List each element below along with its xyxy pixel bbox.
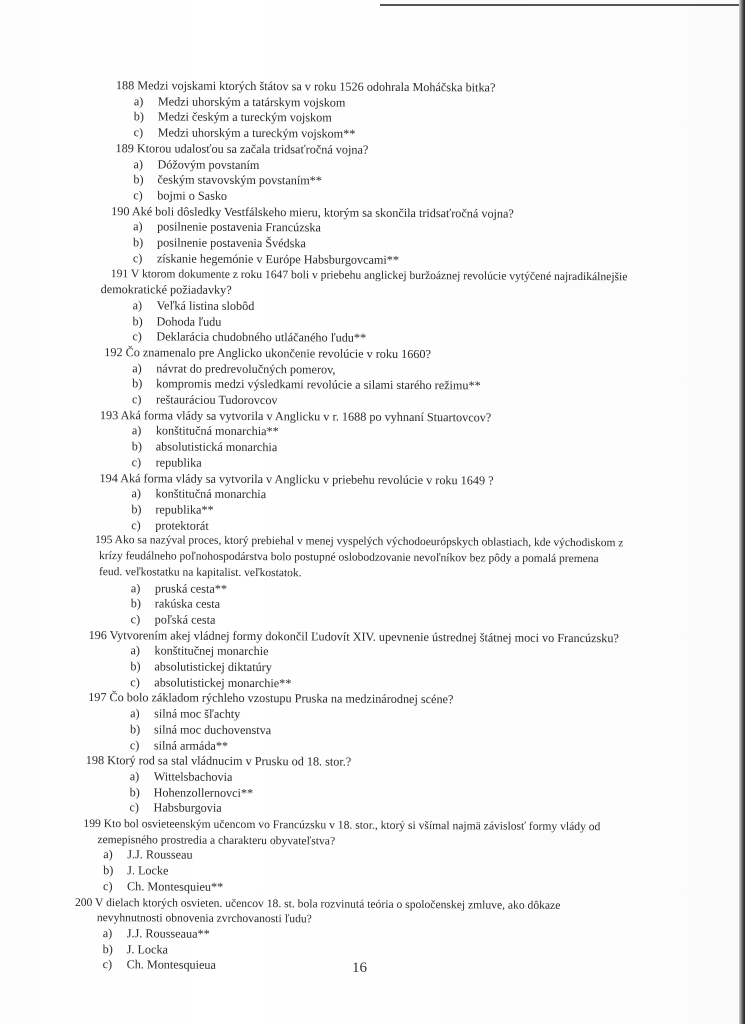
answer-text: posilnenie postavenia Švédska xyxy=(156,235,306,251)
question-number: 198 xyxy=(85,753,105,768)
question-text: Aké boli dôsledky Vestfálskeho mieru, ktorým sa skončila tridsaťročná vojna? xyxy=(131,203,514,221)
answer-letter: a) xyxy=(132,298,143,313)
question-text: Ktorou udalosťou sa začala tridsaťročná vojna? xyxy=(136,141,369,157)
question-number: 191 xyxy=(110,267,129,281)
answer-text: absolutistickej monarchie** xyxy=(154,675,292,690)
answer-letter: a) xyxy=(131,423,142,438)
question-number: 188 xyxy=(115,78,135,93)
answer-letter: c) xyxy=(130,612,141,627)
answer-text: J.J. Rousseaua** xyxy=(126,926,210,941)
question-text: Čo bolo základom rýchleho vzostupu Pruska na medzinárodnej scéne? xyxy=(109,690,454,707)
answer-text: českým stavovským povstaním** xyxy=(157,172,322,188)
answer-letter: c) xyxy=(132,251,143,266)
question-text: Aká forma vlády sa vytvorila v Anglicku v priebehu revolúcie v roku 1649 ? xyxy=(120,470,494,488)
question-number: 200 xyxy=(74,895,93,909)
answer-letter: b) xyxy=(132,235,144,250)
answer-letter: a) xyxy=(132,360,142,375)
answer-text: J. Locka xyxy=(126,941,169,957)
answer-text: Wittelsbachovia xyxy=(153,769,233,784)
answer-letter: b) xyxy=(131,439,142,454)
answer-letter: a) xyxy=(133,93,144,109)
answer-text: republika xyxy=(155,455,202,470)
answer-text: konštitučnej monarchie xyxy=(154,643,269,659)
question-text: V ktorom dokumente z roku 1647 boli v priebehu anglickej buržoáznej revolúcie vytýčené najradikálnejšie xyxy=(130,267,628,284)
answer-text: absolutistická monarchia xyxy=(155,439,278,455)
answer-text: Medzi českým a tureckým vojskom xyxy=(157,109,332,125)
answer-text: získanie hegemónie v Európe Habsburgovcami** xyxy=(156,251,400,267)
answer-letter: b) xyxy=(130,659,141,674)
answer-text: Ch. Montesquieu** xyxy=(127,879,224,894)
answer-text: reštauráciou Tudorovcov xyxy=(155,392,278,408)
answer-letter: c) xyxy=(131,392,142,407)
answer-text: Dóžovým povstaním xyxy=(157,156,260,172)
question-number: 194 xyxy=(99,470,118,485)
answer-text: silná moc duchovenstva xyxy=(153,722,272,737)
answer-text: protektorát xyxy=(155,518,209,533)
answer-letter: b) xyxy=(132,313,143,328)
answer-letter: b) xyxy=(132,376,143,391)
answer-letter: a) xyxy=(129,769,140,784)
answer-letter: c) xyxy=(129,737,140,752)
question-text: Aká forma vlády sa vytvorila v Anglicku v r. 1688 po vyhnaní Stuartovcov? xyxy=(120,407,492,425)
answer-text: poľská cesta xyxy=(154,612,216,627)
question-text: Ktorý rod sa stal vládnucim v Prusku od 18. stor.? xyxy=(107,753,352,769)
answer-letter: c) xyxy=(133,188,143,203)
answer-text: Ch. Montesquieua xyxy=(126,957,217,973)
question-text-continued: demokratické požiadavky? xyxy=(100,282,232,298)
question-number: 193 xyxy=(99,407,119,422)
question-text: Čo znamenalo pre Anglicko ukončenie revolúcie v roku 1660? xyxy=(125,345,431,362)
answer-text: Hohenzollernovci** xyxy=(153,785,254,800)
answer-text: kompromis medzi výsledkami revolúcie a silami starého režimu** xyxy=(156,376,481,393)
answer-text: absolutistickej diktatúry xyxy=(154,659,272,675)
answer-text: Habsburgovia xyxy=(153,800,222,816)
page-number: 16 xyxy=(352,960,367,976)
question-text-continued: krízy feudálneho poľnohospodárstva bolo postupné oslobodzovanie nevoľníkov bez pôdy a pomalá premena xyxy=(99,550,599,566)
answer-text: bojmi o Sasko xyxy=(157,188,228,203)
answer-letter: a) xyxy=(103,847,113,862)
answer-text: Medzi uhorským a tatárskym vojskom xyxy=(157,94,346,110)
answer-text: republika** xyxy=(155,502,214,517)
answer-letter: b) xyxy=(103,863,114,878)
answer-letter: c) xyxy=(103,878,113,894)
answer-letter: a) xyxy=(102,926,113,941)
answer-letter: a) xyxy=(130,580,141,595)
answer-letter: b) xyxy=(133,172,144,187)
answer-letter: c) xyxy=(132,329,142,344)
answer-letter: c) xyxy=(129,800,140,815)
question-text-continued: feud. veľkostatku na kapitalist. veľkostatok. xyxy=(98,565,302,580)
question-number: 196 xyxy=(88,627,107,642)
question-number: 199 xyxy=(83,817,101,831)
question-text: Vytvorením akej vládnej formy dokončil Ľudovít XIV. upevnenie ústrednej štátnej moci vo Francúzsku? xyxy=(109,627,619,645)
answer-letter: c) xyxy=(131,517,141,533)
answer-letter: c) xyxy=(133,125,144,140)
answer-letter: c) xyxy=(130,674,140,690)
answer-letter: b) xyxy=(133,109,144,124)
answer-letter: a) xyxy=(130,706,140,721)
question-number: 195 xyxy=(95,534,113,547)
question-text: Kto bol osvieteenským učencom vo Francúzsku v 18. stor., ktorý si všímal najmä závislosť formy vlády od xyxy=(103,817,601,834)
answer-letter: b) xyxy=(131,502,142,517)
question-number: 189 xyxy=(115,140,134,156)
answer-letter: c) xyxy=(131,455,142,470)
scan-top-edge xyxy=(380,4,745,6)
question-number: 190 xyxy=(111,203,130,218)
answer-letter: a) xyxy=(133,219,143,234)
answer-item xyxy=(83,957,663,976)
question-text: Medzi vojskami ktorých štátov sa v roku 1526 odohrala Moháčska bitka? xyxy=(137,78,496,95)
answer-letter: a) xyxy=(133,156,143,171)
question-text-continued: zemepisného prostredia a charakteru obyvateľstva? xyxy=(97,832,336,848)
answer-letter: b) xyxy=(130,596,141,611)
answer-text: silná armáda** xyxy=(153,737,229,753)
answer-text: J. Locke xyxy=(127,863,169,878)
answer-text: Deklarácia chudobného utláčaného ľudu** xyxy=(156,329,367,345)
scan-right-edge xyxy=(739,0,745,1024)
answer-letter: b) xyxy=(129,722,141,737)
answer-text: pruská cesta** xyxy=(154,580,228,596)
answer-text: Dohoda ľudu xyxy=(156,313,222,329)
question-text-continued: nevyhnutnosti obnovenia zvrchovanosti ľudu? xyxy=(96,911,312,926)
answer-text: J.J. Rousseau xyxy=(127,847,193,863)
answer-text: konštitučná monarchia** xyxy=(155,423,279,439)
question-text: Ako sa nazýval proces, ktorý prebiehal v menej vyspelých východoeurópskych oblastiach, kde východiskom z xyxy=(114,534,624,550)
answer-letter: a) xyxy=(130,643,141,658)
question-text: V dielach ktorých osvieten. učencov 18. st. bola rozvinutá teória o spoločenskej zmluve, ako dôkaze xyxy=(95,895,561,912)
answer-text: návrat do predrevolučných pomerov, xyxy=(156,361,336,377)
question-number: 197 xyxy=(88,690,107,705)
question-number: 192 xyxy=(104,345,123,360)
answer-text: konštitučná monarchia xyxy=(155,486,267,502)
answer-text: silná moc šľachty xyxy=(154,706,241,722)
answer-text: posilnenie postavenia Francúzska xyxy=(157,219,321,235)
answer-text: rakúska cesta xyxy=(154,596,221,612)
answer-letter: b) xyxy=(102,941,113,956)
answer-letter: c) xyxy=(102,957,113,972)
answer-letter: b) xyxy=(129,784,140,799)
answer-text: Medzi uhorským a tureckým vojskom** xyxy=(157,125,356,141)
question-list xyxy=(74,78,668,977)
answer-letter: a) xyxy=(131,486,141,501)
answer-text: Veľká listina slobôd xyxy=(156,298,255,313)
